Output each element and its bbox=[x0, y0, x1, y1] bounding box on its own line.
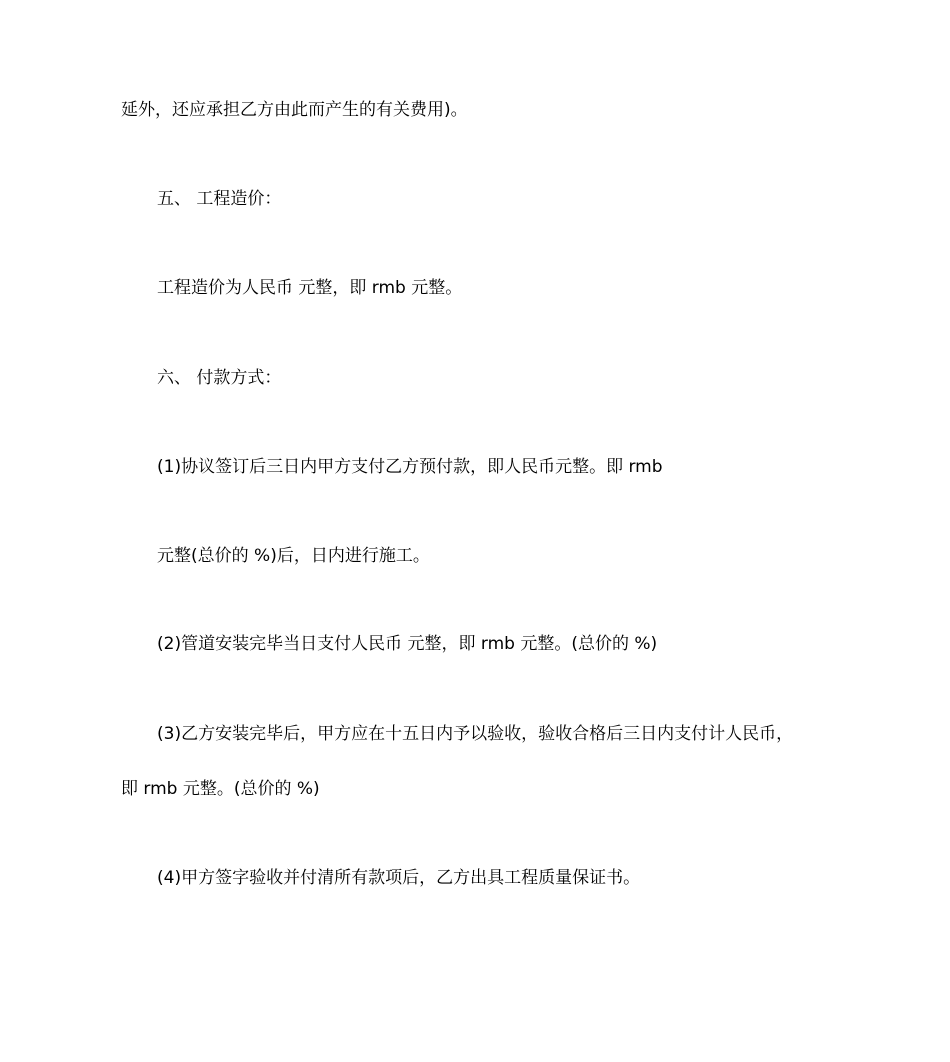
payment-item-4: (4)甲方签字验收并付清所有款项后，乙方出具工程质量保证书。 bbox=[157, 868, 641, 888]
payment-item-1-line-2: 元整(总价的 %)后，日内进行施工。 bbox=[157, 546, 430, 566]
payment-item-2: (2)管道安装完毕当日支付人民币 元整，即 rmb 元整。(总价的 %) bbox=[157, 634, 658, 654]
paragraph-line-continuation: 延外，还应承担乙方由此而产生的有关费用)。 bbox=[121, 100, 468, 120]
payment-item-3-line-2: 即 rmb 元整。(总价的 %) bbox=[121, 779, 320, 799]
payment-item-1-line-1: (1)协议签订后三日内甲方支付乙方预付款，即人民币元整。即 rmb bbox=[157, 457, 663, 477]
payment-item-3-line-1: (3)乙方安装完毕后，甲方应在十五日内予以验收，验收合格后三日内支付计人民币， bbox=[157, 724, 794, 744]
section-heading-payment-method: 六、 付款方式： bbox=[157, 368, 282, 388]
paragraph-project-cost: 工程造价为人民币 元整，即 rmb 元整。 bbox=[157, 278, 463, 298]
section-heading-project-cost: 五、 工程造价： bbox=[157, 189, 282, 209]
